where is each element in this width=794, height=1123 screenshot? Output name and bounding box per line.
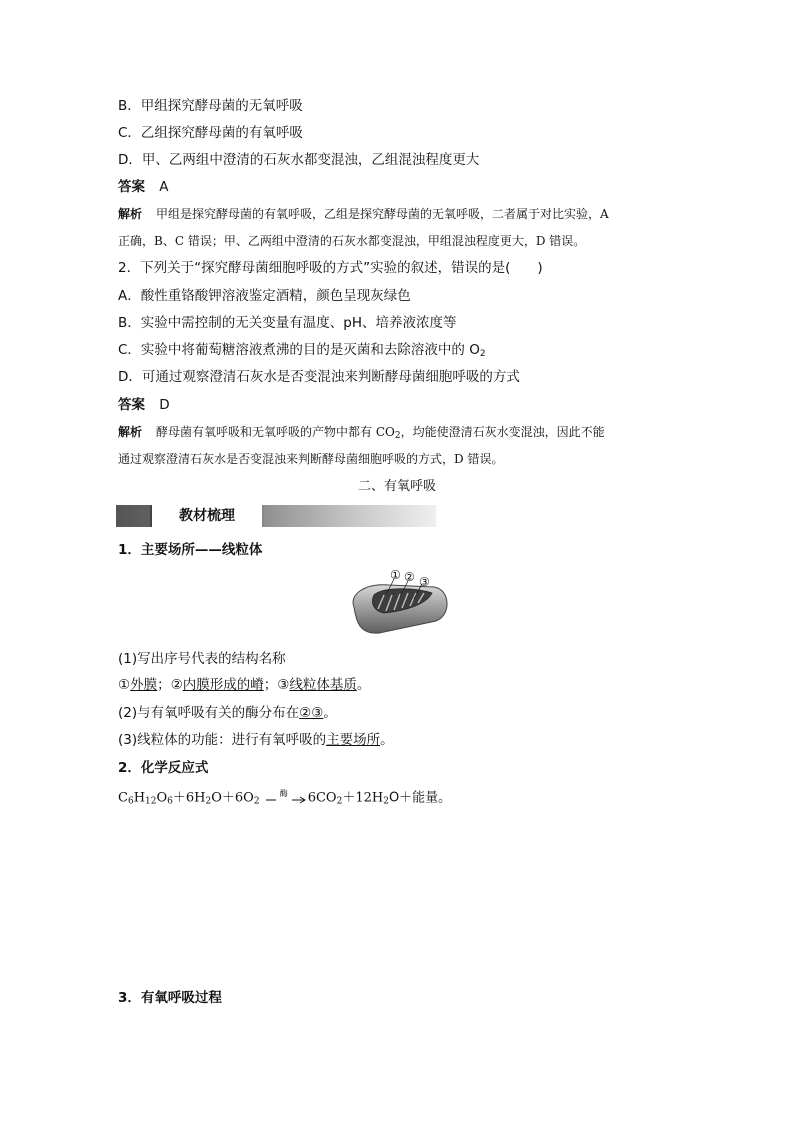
reaction-arrow	[264, 788, 308, 808]
subscript: 2	[383, 796, 389, 807]
text: 。	[323, 705, 337, 721]
subscript: 2	[205, 796, 212, 807]
answer-enzyme-location: ②③	[299, 705, 324, 721]
text: (3)线粒体的功能：进行有氧呼吸的	[118, 732, 327, 748]
chemical-equation	[118, 788, 451, 812]
explanation-text: 酵母菌有氧呼吸和无氧呼吸的产物中都有 CO	[156, 425, 395, 439]
banner-label: 教材梳理	[150, 505, 264, 527]
answer-1	[118, 177, 169, 197]
explanation-1-line-1	[118, 204, 609, 224]
explanation-2-line-2: 通过观察澄清石灰水是否变混浊来判断酵母菌细胞呼吸的方式，D 错误。	[118, 452, 504, 466]
answer-matrix: 线粒体基质	[289, 677, 357, 693]
explanation-1-line-2: 正确，B、C 错误；甲、乙两组中澄清的石灰水都变混浊，甲组混浊程度更大，D 错误。	[118, 234, 586, 248]
enzyme-label: 酶	[279, 789, 288, 798]
text: 。	[380, 732, 394, 748]
mito-label-1: ①	[390, 568, 401, 582]
text: ；③	[263, 677, 290, 693]
eq-part: O＋能量。	[388, 790, 452, 806]
section-banner	[116, 505, 436, 527]
subscript: 2	[253, 796, 260, 807]
question-2-option-d: D．可通过观察澄清石灰水是否变混浊来判断酵母菌细胞呼吸的方式	[118, 369, 520, 385]
eq-part: C	[118, 790, 128, 806]
question-2-option-a: A．酸性重铬酸钾溶液鉴定酒精，颜色呈现灰绿色	[118, 288, 411, 304]
explanation-label: 解析	[118, 207, 143, 221]
option-d: D．甲、乙两组中澄清的石灰水都变混浊，乙组混浊程度更大	[118, 152, 480, 168]
subscript: 12	[145, 796, 157, 807]
eq-part: ＋12H	[342, 790, 384, 806]
option-text: C．实验中将葡萄糖溶液煮沸的目的是灭菌和去除溶液中的 O	[118, 342, 480, 358]
answer-label: 答案	[118, 179, 145, 195]
heading-3: 3．有氧呼吸过程	[118, 990, 222, 1006]
section-title: 二、有氧呼吸	[357, 479, 436, 494]
mito-label-3: ③	[419, 575, 430, 589]
answer-outer-membrane: 外膜	[130, 677, 158, 693]
eq-part: H	[133, 790, 146, 806]
paragraph-1: (1)写出序号代表的结构名称	[118, 651, 286, 667]
subscript: 6	[127, 796, 134, 807]
explanation-text: 甲组是探究酵母菌的有氧呼吸，乙组是探究酵母菌的无氧呼吸，二者属于对比实验，A	[156, 207, 609, 221]
option-c: C．乙组探究酵母菌的有氧呼吸	[118, 125, 303, 141]
explanation-2-line-1	[118, 422, 605, 446]
text: 。	[356, 677, 371, 693]
eq-part: ＋6H	[172, 790, 206, 806]
heading-1: 1．主要场所——线粒体	[118, 542, 263, 558]
answer-value: A	[159, 179, 169, 195]
option-b: B．甲组探究酵母菌的无氧呼吸	[118, 98, 303, 114]
mito-label-2: ②	[404, 570, 415, 584]
heading-2: 2．化学反应式	[118, 760, 209, 776]
subscript: 2	[336, 796, 343, 807]
eq-part: 6CO	[307, 790, 337, 806]
eq-part: O＋6O	[211, 790, 254, 806]
eq-part: O	[156, 790, 168, 806]
question-2-option-b: B．实验中需控制的无关变量有温度、pH、培养液浓度等	[118, 315, 457, 331]
text: ①	[118, 677, 131, 693]
answer-cristae: 内膜形成的嵴	[182, 677, 264, 693]
answer-label: 答案	[118, 397, 145, 413]
explanation-label: 解析	[118, 425, 143, 439]
question-2: 2．下列关于“探究酵母菌细胞呼吸的方式”实验的叙述，错误的是( )	[118, 260, 543, 276]
arrow-icon	[264, 788, 308, 808]
paragraph-1-answers	[118, 675, 370, 695]
answer-2	[118, 395, 170, 415]
text: ；②	[157, 677, 183, 693]
mitochondrion-image	[344, 565, 454, 637]
explanation-text: ，均能使澄清石灰水变混浊，因此不能	[400, 425, 605, 439]
subscript: 2	[479, 349, 486, 359]
paragraph-3	[118, 730, 394, 750]
subscript: 6	[167, 796, 173, 807]
question-2-option-c	[118, 340, 486, 364]
text: (2)与有氧呼吸有关的酶分布在	[118, 705, 300, 721]
answer-function: 主要场所	[326, 732, 381, 748]
paragraph-2	[118, 703, 337, 723]
answer-value: D	[159, 397, 170, 413]
subscript: 2	[394, 431, 401, 441]
